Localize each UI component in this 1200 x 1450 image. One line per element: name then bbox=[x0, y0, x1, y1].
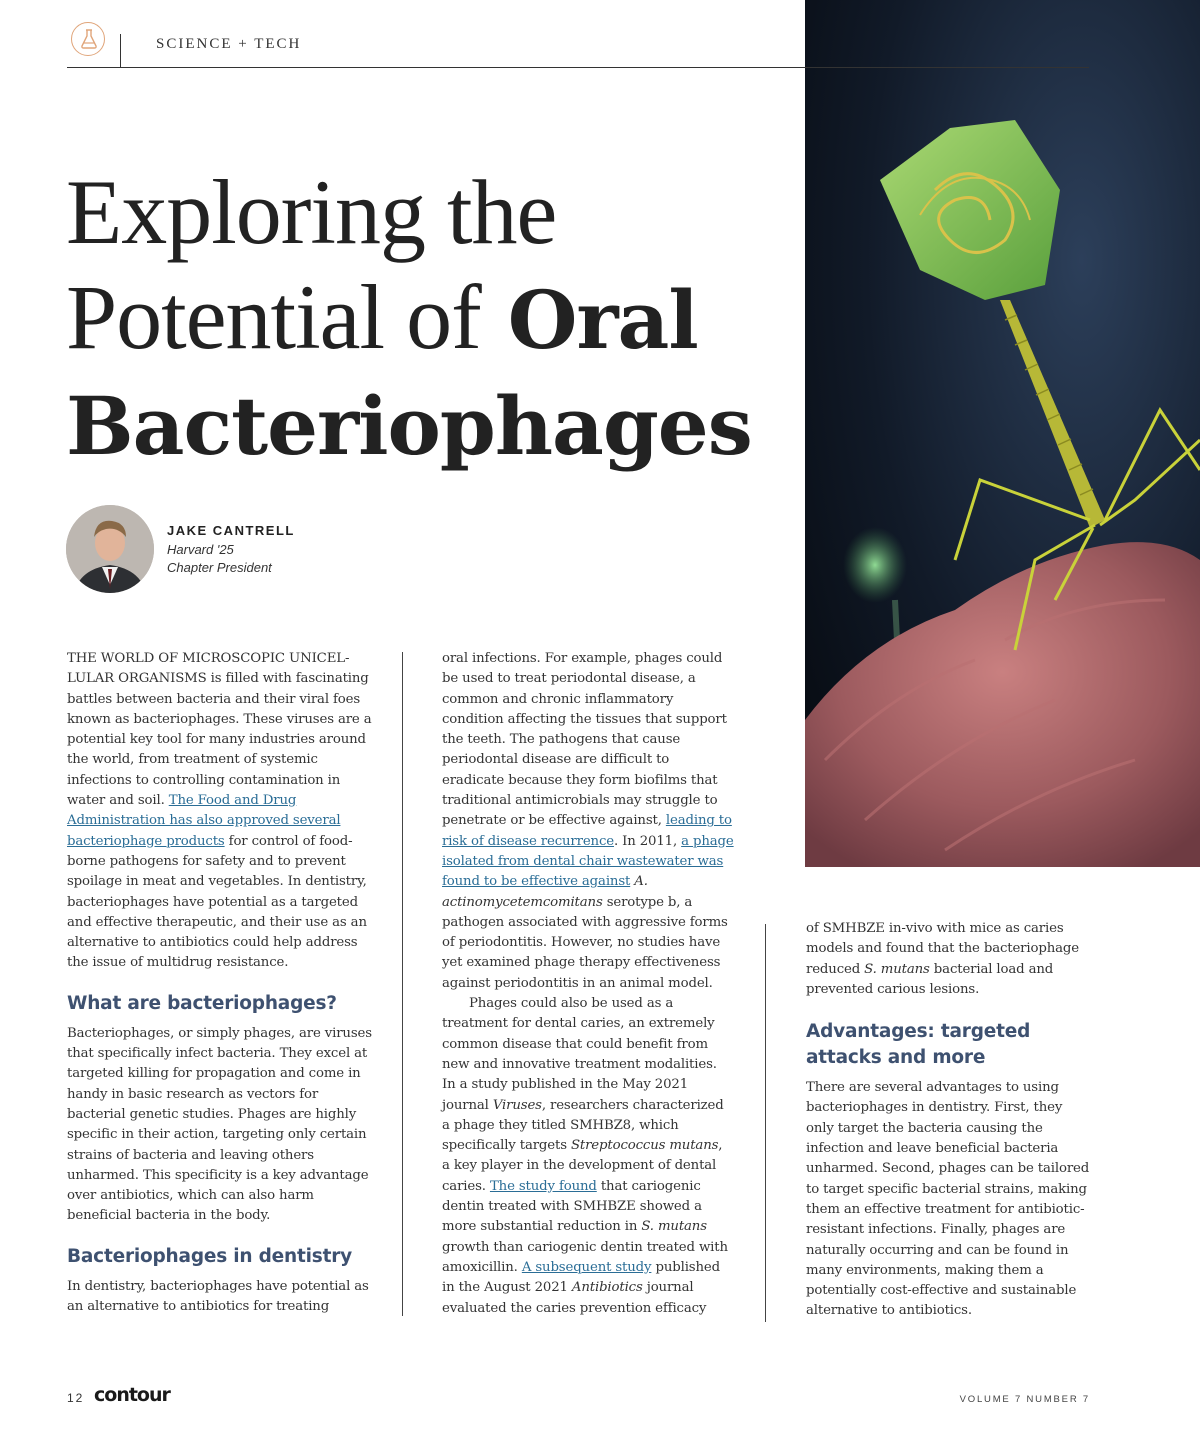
issue-label: VOLUME 7 NUMBER 7 bbox=[959, 1394, 1090, 1405]
title-line-3-bold: Bacteriophages bbox=[66, 379, 752, 473]
page-number: 12 bbox=[67, 1391, 85, 1405]
journal-name: Antibiotics bbox=[571, 1280, 643, 1296]
text-run: bacterial load and prevented carious lesions. bbox=[806, 961, 1054, 997]
author-avatar bbox=[66, 505, 154, 593]
disease-recurrence-link[interactable]: leading to risk of disease recurrence bbox=[442, 813, 732, 849]
article-title bbox=[66, 160, 786, 478]
text-run: . In 2011, bbox=[613, 833, 682, 849]
fda-link[interactable]: The Food and Drug Administration has also approved several bacteriophage products bbox=[67, 793, 341, 849]
body-column-3 bbox=[806, 919, 1091, 1322]
text-run: growth than cariogenic dentin treated with amoxicillin. bbox=[442, 1239, 728, 1275]
section-label: SCIENCE + TECH bbox=[156, 36, 302, 52]
advantages-paragraph: There are several advantages to using bacteriophages in dentistry. First, they only target the bacteria causing the infection and leave beneficial bacteria unharmed. Second, phages can be tailored to target specific bacterial strains, making them an effective treatment for antibiotic-resistant infections. Finally, phages are naturally occurring and can be found in many environments, making them a potentially cost-effective and sustainable alternative to antibiotics. bbox=[806, 1080, 1090, 1319]
heading-bacteriophages-in-dentistry: Bacteriophages in dentistry bbox=[67, 1245, 352, 1267]
in-vivo-paragraph bbox=[806, 919, 1091, 1000]
author-school: Harvard '25 bbox=[167, 542, 234, 557]
intro-caps: THE WORLD OF MICROSCOPIC UNICEL-LULAR ORGANISMS bbox=[67, 651, 350, 687]
text-run: journal evaluated the caries prevention efficacy bbox=[442, 1280, 707, 1316]
text-run: of SMHBZE in-vivo with mice as caries models and found that the bacteriophage reduced bbox=[806, 921, 1079, 977]
species-name: S. mutans bbox=[641, 1219, 707, 1235]
intro-paragraph bbox=[67, 649, 372, 974]
header-rule bbox=[67, 67, 1089, 68]
body-column-1 bbox=[67, 649, 372, 1317]
species-name: S. mutans bbox=[864, 961, 930, 977]
title-line-2-light: Potential of bbox=[66, 266, 481, 368]
subsequent-study-link[interactable]: A subsequent study bbox=[521, 1259, 652, 1275]
contour-logo: contour bbox=[94, 1384, 170, 1406]
caries-paragraph bbox=[442, 994, 734, 1319]
heading-what-are-bacteriophages: What are bacteriophages? bbox=[67, 992, 337, 1014]
title-line-2-bold: Oral bbox=[507, 273, 698, 367]
author-name: JAKE CANTRELL bbox=[167, 523, 295, 538]
species-name: A. actinomycetemcomitans bbox=[442, 874, 648, 910]
title-line-1: Exploring the bbox=[66, 161, 557, 263]
periodontal-paragraph bbox=[442, 649, 734, 994]
wastewater-phage-link[interactable]: a phage isolated from dental chair wastewater was found to be effective against bbox=[442, 833, 734, 890]
species-name: Streptococcus mutans bbox=[570, 1138, 719, 1154]
flask-icon bbox=[71, 22, 105, 56]
column-divider-1 bbox=[402, 652, 403, 1316]
bacteriophage-illustration bbox=[805, 0, 1200, 867]
author-role: Chapter President bbox=[167, 560, 272, 575]
text-run: , researchers characterized a phage they titled SMHBZ8, which specifically targets bbox=[442, 1097, 724, 1154]
journal-name: Viruses bbox=[492, 1097, 542, 1113]
header-divider bbox=[120, 34, 121, 68]
column-divider-2 bbox=[765, 924, 766, 1322]
study-found-link[interactable]: The study found bbox=[489, 1178, 597, 1194]
text-run: Phages could also be used as a treatment for dental caries, an extremely common disease that could benefit from new and innovative treatment modalities. In a study published in the May 2021 journal bbox=[442, 996, 717, 1113]
text-run: oral infections. For example, phages could be used to treat periodontal disease, a common and chronic inflammatory condition affecting the tissues that support the teeth. The pathogens that cause periodontal disease are difficult to eradicate because they form biofilms that traditional antimicrobials may struggle to penetrate or be effective against, bbox=[442, 651, 727, 829]
dentistry-paragraph: In dentistry, bacteriophages have potential as an alternative to antibiotics for treating bbox=[67, 1278, 369, 1315]
what-paragraph: Bacteriophages, or simply phages, are viruses that specifically infect bacteria. They excel at targeted killing for propagation and come in handy in basic research as vectors for bacterial genetic studies. Phages are highly specific in their action, targeting only certain strains of bacteria and leaving others unharmed. This specificity is a key advantage over antibiotics, which can also harm beneficial bacteria in the body. bbox=[67, 1025, 372, 1224]
text-run: published in the August 2021 bbox=[442, 1259, 720, 1296]
intro-text: is filled with fascinating battles between bacteria and their viral foes known as bacteriophages. These viruses are a potential key tool for many industries around the world, from treatment of systemic infections to controlling contamination in water and soil. bbox=[67, 671, 372, 809]
heading-advantages: Advantages: targeted attacks and more bbox=[806, 1021, 1031, 1069]
text-run: , a key player in the development of dental caries. bbox=[442, 1138, 723, 1194]
text-run: serotype b, a pathogen associated with aggressive forms of periodontitis. However, no studies have yet examined phage therapy effectiveness against periodontitis in an animal model. bbox=[442, 894, 728, 991]
text-run: that cariogenic dentin treated with SMHBZE showed a more substantial reduction in bbox=[442, 1178, 702, 1235]
intro-end: for control of food-borne pathogens for safety and to prevent spoilage in meat and vegetables. In dentistry, bacteriophages have potential as a targeted and effective therapeutic, and their use as an alternative to antibiotics could help address the issue of multidrug resistance. bbox=[67, 833, 367, 971]
body-column-2 bbox=[442, 649, 734, 1319]
